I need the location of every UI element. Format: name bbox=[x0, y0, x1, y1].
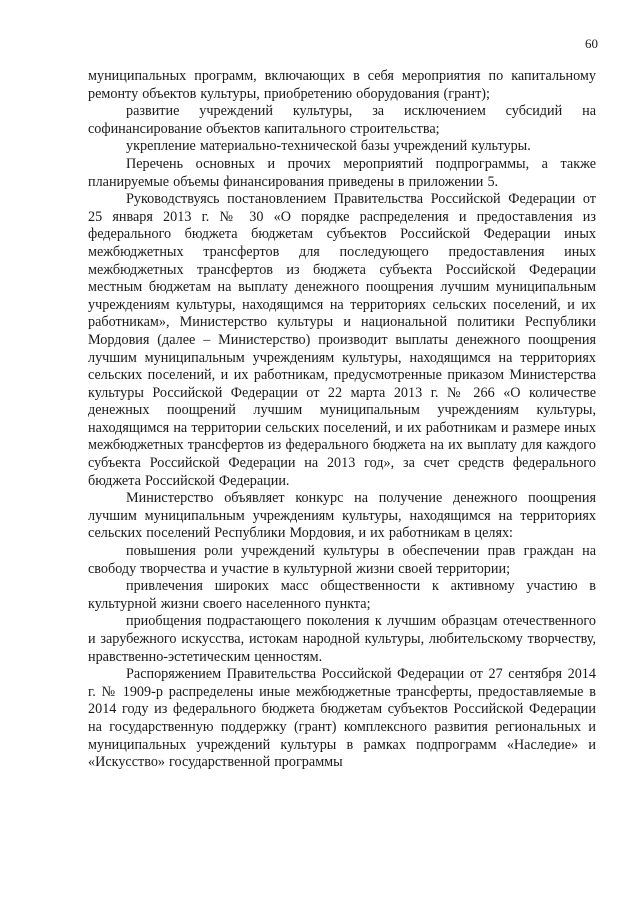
page-number: 60 bbox=[585, 36, 598, 51]
paragraph: Перечень основных и прочих мероприятий подпрограммы, а также планируемые объемы финансирования приведены в приложении 5. bbox=[88, 155, 596, 190]
paragraph: приобщения подрастающего поколения к лучшим образцам отечественного и зарубежного искусства, истокам народной культуры, любительскому творчеству, нравственно-эстетическим ценностям. bbox=[88, 613, 596, 665]
paragraph: укрепление материально-технической базы учреждений культуры. bbox=[126, 138, 531, 155]
paragraph: Министерство объявляет конкурс на получение денежного поощрения лучшим муниципальным учреждениям культуры, находящимся на территориях сельских поселений Республики Мордовия, и их работникам в целях: bbox=[88, 490, 596, 542]
paragraph: Руководствуясь постановлением Правительства Российской Федерации от 25 января 2013 г. № 30 «О порядке распределения и предоставления из федерального бюджета бюджетам субъектов Российской Федерации иных межбюджетных трансфертов для последующего предоставления иных межбюджетных трансфертов из бюджета субъекта Российской Федерации местным бюджетам на выплату денежного поощрения лучшим муниципальным учреждениям культуры, находящимся на территориях сельских поселений, и их работникам», Министерство культуры и национальной политики Республики Мордовия (далее – Министерство) производит выплаты денежного поощрения лучшим муниципальным учреждениям культуры, находящимся на территориях сельских поселений, и их работникам, предусмотренные приказом Министерства культуры Российской Федерации от 22 марта 2013 г. № 266 «О количестве денежных поощрений лучшим муниципальным учреждениям культуры, находящимся на территории сельских поселений, и их работникам и размере иных межбюджетных трансфертов из федерального бюджета на их выплату для каждого субъекта Российской Федерации на 2013 год», за счет средств федерального бюджета Российской Федерации. bbox=[88, 191, 596, 489]
paragraph: повышения роли учреждений культуры в обеспечении прав граждан на свободу творчества и участие в культурной жизни своей территории; bbox=[88, 543, 596, 577]
paragraph: муниципальных программ, включающих в себя мероприятия по капитальному ремонту объектов культуры, приобретению оборудования (грант); bbox=[88, 68, 596, 102]
paragraph: развитие учреждений культуры, за исключением субсидий на софинансирование объектов капитального строительства; bbox=[88, 103, 596, 137]
paragraph: привлечения широких масс общественности к активному участию в культурной жизни своего населенного пункта; bbox=[88, 578, 596, 612]
document-body bbox=[88, 68, 596, 772]
paragraph: Распоряжением Правительства Российской Федерации от 27 сентября 2014 г. № 1909-р распределены иные межбюджетные трансферты, предоставляемые в 2014 году из федерального бюджета бюджетам субъектов Российской Федерации на государственную поддержку (грант) комплексного развития региональных и муниципальных учреждений культуры в рамках подпрограмм «Наследие» и «Искусство» государственной программы bbox=[88, 666, 596, 771]
